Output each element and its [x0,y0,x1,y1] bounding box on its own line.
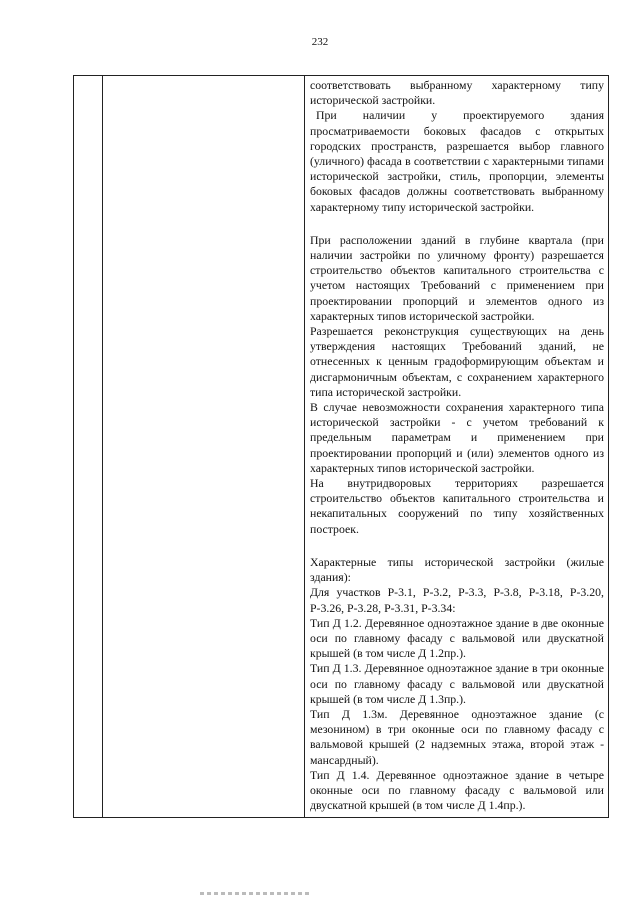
paragraph: Тип Д 1.2. Деревянное одноэтажное здание в две оконные оси по главному фасаду с вальмовой или двускатной крышей (в том числе Д 1.2пр.). [310,615,604,661]
page-number: 232 [311,36,329,48]
paragraph: На внутридворовых территориях разрешается строительство объектов капитального строительства и некапитальных сооружений по типу хозяйственных построек. [310,476,604,536]
column-divider-2 [304,76,305,817]
scan-artifact [200,892,310,895]
paragraph: При наличии у проектируемого здания просматриваемости боковых фасадов с открытых городских пространств, разрешается выбор главного (уличного) фасада в соответствии с характерными типами исторической застройки, стиль, пропорции, элементы боковых фасадов должны соответствовать выбранному характерному типу исторической застройки. [310,108,604,214]
paragraph: соответствовать выбранному характерному типу исторической застройки. [310,78,604,108]
paragraph-gap [310,537,604,555]
paragraph: В случае невозможности сохранения характерного типа исторической застройки - с учетом требований к предельным параметрам и применением при проектировании пропорций и (или) элементов одного из характерных типов исторической застройки. [310,400,604,475]
requirements-text-cell [310,78,604,813]
paragraph-gap [310,215,604,233]
paragraph: Тип Д 1.3м. Деревянное одноэтажное здание (с мезонином) в три оконные оси по главному фасаду с вальмовой крышей (2 надземных этажа, второй этаж - мансардный). [310,706,604,767]
paragraph: При расположении зданий в глубине квартала (при наличии застройки по уличному фронту) разрешается строительство объектов капитального строительства с учетом настоящих Требований с применением при проектировании пропорций и элементов одного из характерных типов исторической застройки. [310,232,604,323]
paragraph: Для участков Р-3.1, Р-3.2, Р-3.3, Р-3.8, Р-3.18, Р-3.20, Р-3.26, Р-3.28, Р-3.31, Р-3.34: [310,585,604,615]
paragraph: Тип Д 1.3. Деревянное одноэтажное здание в три оконные оси по главному фасаду с вальмовой или двускатной крышей (в том числе Д 1.3пр.). [310,661,604,706]
paragraph: Разрешается реконструкция существующих на день утверждения настоящих Требований зданий, не отнесенных к ценным градоформирующим объектам и дисгармоничным объектам, с сохранением характерного типа исторической застройки. [310,324,604,399]
paragraph: Тип Д 1.4. Деревянное одноэтажное здание в четыре оконные оси по главному фасаду с вальмовой или двускатной крышей (в том числе Д 1.4пр.). [310,767,604,813]
requirements-table [73,75,609,818]
column-divider-1 [102,76,103,817]
paragraph: Характерные типы исторической застройки (жилые здания): [310,554,604,585]
